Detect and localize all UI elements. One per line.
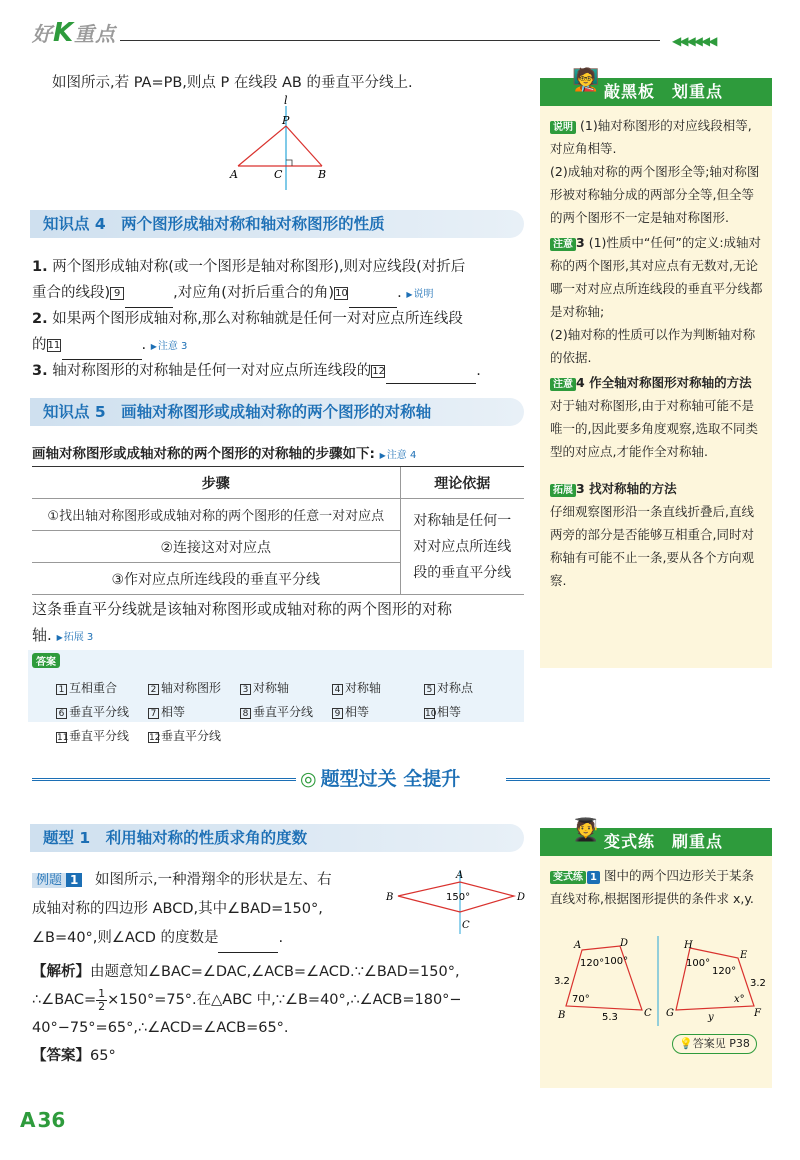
sidebar2-title: 变式练 刷重点 <box>540 828 772 856</box>
table-basis: 对称轴是任何一对对应点所连线段的垂直平分线 <box>400 499 524 595</box>
answer-item <box>424 676 504 700</box>
extension-3-body: 仔细观察图形沿一条直线折叠后,直线两旁的部分是否能够互相重合,同时对称轴有可能不止一条,要从各个方向观察. <box>550 504 754 588</box>
ref-note[interactable]: ▶ 说明 <box>406 289 433 300</box>
variant-tag: 变式练 <box>550 871 586 884</box>
kp4-item2-text-b: 的 <box>32 337 47 353</box>
analysis-label: 【解析】 <box>32 964 90 980</box>
blank-12[interactable] <box>386 368 476 384</box>
answer-item-text: 互相重合 <box>69 681 118 695</box>
label-c: C <box>274 168 283 181</box>
kp4-item2: 2. 如果两个图形成轴对称,那么对称轴就是任何一对对应点所连线段 的11 . ▶ 注意 3 <box>32 306 526 360</box>
side-3-2-right: 3.2 <box>750 978 766 989</box>
type1-title: 题型 1 利用轴对称的性质求角的度数 <box>30 824 524 852</box>
side-3-2-left: 3.2 <box>554 976 570 987</box>
kp4-item1-text-c: ,对应角(对折后重合的角) <box>173 285 335 301</box>
attention-4-head: 作全轴对称图形对称轴的方法 <box>589 375 752 390</box>
answer-item <box>332 676 412 700</box>
answer-item-number: 7 <box>148 708 159 719</box>
analysis-line-2-post: ×150°=75°.在△ABC 中,∵∠B=40°,∴∠ACB=180°− <box>107 992 462 1008</box>
tag-attention-4: 注意 <box>550 378 576 391</box>
answer-item-number: 3 <box>240 684 251 695</box>
fraction-numerator: 1 <box>98 986 106 1000</box>
note-1: (1)轴对称图形的对应线段相等,对应角相等. <box>550 118 752 156</box>
segment-pa <box>238 126 286 166</box>
kite-label-b: B <box>386 892 394 903</box>
label-f: F <box>754 1008 761 1019</box>
answer-item <box>240 700 320 724</box>
steps-table <box>32 466 524 595</box>
table-step-2: ②连接这对对应点 <box>32 531 400 563</box>
label-e: E <box>740 950 748 961</box>
blank-number-9: 9 <box>110 287 124 300</box>
answer-item-number: 9 <box>332 708 343 719</box>
variant-question <box>550 864 764 910</box>
kp4-item3: 3. 轴对称图形的对称轴是任何一对对应点所连线段的12 . <box>32 358 526 384</box>
blank-number-12: 12 <box>372 365 385 377</box>
page-number <box>20 1108 67 1132</box>
intro-sentence: 如图所示,若 PA=PB,则点 P 在线段 AB 的垂直平分线上. <box>52 75 413 91</box>
answer-item-text: 垂直平分线 <box>253 705 314 719</box>
answer-item-text: 垂直平分线 <box>69 729 130 743</box>
tag-note: 说明 <box>550 121 576 134</box>
answer-item-text: 垂直平分线 <box>161 729 222 743</box>
sidebar1-extension-3 <box>550 477 764 500</box>
brand-prefix: 好 <box>32 22 53 46</box>
answer-item-number: 4 <box>332 684 343 695</box>
kp4-item2-text-a: 如果两个图形成轴对称,那么对称轴就是任何一对对应点所连线段 <box>52 311 463 327</box>
example-1-question <box>32 866 382 953</box>
variant-text: 图中的两个四边形关于某条直线对称,根据图形提供的条件求 x,y. <box>550 868 754 906</box>
ref-attention-4[interactable]: ▶ 注意 4 <box>380 450 417 461</box>
answer-item <box>424 700 504 724</box>
extension-3-num: 3 <box>576 481 585 496</box>
right-angle-mark <box>286 160 292 166</box>
answer-blank[interactable] <box>218 937 278 953</box>
kite-figure <box>384 866 530 938</box>
sidebar1-attention-4 <box>550 371 764 394</box>
answer-item <box>148 700 228 724</box>
kite-label-d: D <box>517 892 526 903</box>
label-c: C <box>644 1008 652 1019</box>
tag-extension-3: 拓展 <box>550 484 576 497</box>
kp5-lead-text: 画轴对称图形或成轴对称的两个图形的对称轴的步骤如下: <box>32 446 375 462</box>
angle-100-right: 100° <box>686 958 711 969</box>
answer-item-text: 垂直平分线 <box>69 705 130 719</box>
answer-list <box>56 676 516 748</box>
side-5-3: 5.3 <box>602 1012 618 1023</box>
header-arrows-icon: ◀◀◀◀◀◀ <box>672 34 716 48</box>
label-b: B <box>558 1010 566 1021</box>
student-icon: 🧑‍🎓 <box>572 818 600 843</box>
answer-reference-text: 答案见 P38 <box>692 1037 750 1050</box>
sidebar1-attention-3 <box>550 231 764 323</box>
attention-4-body: 对于轴对称图形,由于对称轴可能不是唯一的,因此要多角度观察,选取不同类型的对应点,才能作全对称轴. <box>550 398 758 459</box>
answer-item-number: 1 <box>56 684 67 695</box>
answer-reference[interactable] <box>672 1034 757 1054</box>
kp5-title: 知识点 5 画轴对称图形或成轴对称的两个图形的对称轴 <box>30 398 524 426</box>
brand-suffix: 重点 <box>74 22 117 46</box>
kite-angle-150: 150° <box>446 892 471 903</box>
kp4-item1-text-a: 两个图形成轴对称(或一个图形是轴对称图形),则对应线段(对折后 <box>52 259 466 275</box>
answer-item-text: 相等 <box>161 705 186 719</box>
attention-4-num: 4 <box>576 375 585 390</box>
answer-item-text: 对称点 <box>437 681 474 695</box>
kp5-conclusion-b: 轴. <box>32 626 52 644</box>
answer-item <box>240 676 320 700</box>
side-y: y <box>708 1012 714 1023</box>
answer-item <box>56 700 136 724</box>
kite-label-c: C <box>462 920 470 931</box>
angle-120-left: 120° <box>580 958 605 969</box>
example-tag: 例题 <box>32 873 66 888</box>
page-prefix-icon: A <box>20 1108 36 1132</box>
answer-item-text: 相等 <box>345 705 370 719</box>
question-line-3: ∠B=40°,则∠ACD 的度数是 <box>32 930 219 946</box>
example-num: 1 <box>66 873 82 887</box>
answer-item <box>148 724 228 748</box>
attention-3-text-2: (2)轴对称的性质可以作为判断轴对称的依据. <box>550 327 756 365</box>
teacher-icon: 🧑‍🏫 <box>572 68 600 93</box>
kp4-item1-text-b: 重合的线段) <box>32 285 111 301</box>
answer-item <box>56 676 136 700</box>
label-b: B <box>318 168 327 181</box>
section-title: ◎ 题型过关 全提升 <box>300 764 506 791</box>
analysis-line-3: 40°−75°=65°,∴∠ACD=∠ACB=65°. <box>32 1020 289 1036</box>
label-a: A <box>574 940 582 951</box>
note-2: (2)成轴对称的两个图形全等;轴对称图形被对称轴分成的两部分全等,但全等的两个图形不一定是轴对称图形. <box>550 164 760 225</box>
fraction-denominator: 2 <box>98 999 106 1013</box>
angle-70: 70° <box>572 994 590 1005</box>
answer-item-number: 2 <box>148 684 159 695</box>
section-rule-right <box>506 778 770 781</box>
label-g: G <box>666 1008 674 1019</box>
blank-number-10: 10 <box>335 287 348 299</box>
ref-extension-3[interactable]: ▶ 拓展 3 <box>57 632 94 643</box>
sidebar-key-points <box>540 78 772 668</box>
kp4-item3-text: 轴对称图形的对称轴是任何一对对应点所连线段的 <box>52 363 372 379</box>
answer-item-text: 轴对称图形 <box>161 681 222 695</box>
question-line-2: 成轴对称的四边形 ABCD,其中∠BAD=150°, <box>32 901 323 917</box>
label-l: l <box>284 94 288 107</box>
kp4-index-3: 3. <box>32 363 48 379</box>
table-header-basis: 理论依据 <box>400 467 524 499</box>
brand-letter: K <box>53 18 75 48</box>
analysis-line-1: 由题意知∠BAC=∠DAC,∠ACB=∠ACD.∵∠BAD=150°, <box>90 964 460 980</box>
brand-logo <box>32 18 116 48</box>
answer-item <box>332 700 412 724</box>
answer-item-text: 对称轴 <box>253 681 290 695</box>
angle-100-left: 100° <box>604 956 629 967</box>
bulb-icon: 💡 <box>679 1037 693 1050</box>
attention-3-num: 3 <box>576 235 585 250</box>
question-line-1: 如图所示,一种滑翔伞的形状是左、右 <box>94 872 332 888</box>
sidebar1-note <box>550 114 764 160</box>
table-header-step: 步骤 <box>32 467 400 499</box>
answer-item <box>56 724 136 748</box>
answer-item <box>148 676 228 700</box>
label-p: P <box>282 114 290 127</box>
label-d: D <box>620 938 629 949</box>
kp5-conclusion-a: 这条垂直平分线就是该轴对称图形或成轴对称的两个图形的对称 <box>32 600 453 618</box>
kp4-index-1: 1. <box>32 259 48 275</box>
question-line-3-end: . <box>278 930 284 946</box>
answer-label-bracket: 【答案】 <box>32 1048 90 1064</box>
answer-item-number: 11 <box>57 733 69 743</box>
table-step-3: ③作对应点所连线段的垂直平分线 <box>32 563 400 595</box>
quadrilaterals-figure <box>548 936 768 1026</box>
kp4-title: 知识点 4 两个图形成轴对称和轴对称图形的性质 <box>30 210 524 238</box>
answer-label: 答案 <box>32 653 60 668</box>
answer-item-number: 8 <box>240 708 251 719</box>
kp4-item1: 1. 两个图形成轴对称(或一个图形是轴对称图形),则对应线段(对折后 重合的线段) 9 ,对应角(对折后重合的角)10 . ▶ 说明 <box>32 254 526 308</box>
table-step-1: ①找出轴对称图形或成轴对称的两个图形的任意一对对应点 <box>32 499 400 531</box>
variant-num: 1 <box>587 871 600 884</box>
kp5-conclusion <box>32 596 526 651</box>
blank-number-11: 11 <box>47 339 61 351</box>
sidebar1-title: 敲黑板 划重点 <box>540 78 772 106</box>
example-answer: 65° <box>90 1048 116 1064</box>
kp5-lead <box>32 442 416 462</box>
section-rule-left <box>32 778 296 781</box>
attention-3-text-1: (1)性质中“任何”的定义:成轴对称的两个图形,其对应点有无数对,无论哪一对对应点所连线段的垂直平分线都是对称轴; <box>550 235 763 319</box>
header-rule <box>120 40 660 41</box>
answer-item-number: 12 <box>149 733 161 743</box>
fraction-half <box>96 988 107 1013</box>
example-1-analysis <box>32 958 528 1070</box>
angle-x: x° <box>734 994 745 1005</box>
angle-120-right: 120° <box>712 966 737 977</box>
answer-item-number: 10 <box>425 709 437 719</box>
analysis-line-2-pre: ∴∠BAC= <box>32 992 97 1008</box>
label-h: H <box>684 940 693 951</box>
page-number-text: 36 <box>37 1108 66 1132</box>
perpendicular-bisector-figure <box>226 94 346 190</box>
ref-attention-3[interactable]: ▶ 注意 3 <box>151 341 188 352</box>
kite-label-a: A <box>456 870 464 881</box>
label-a: A <box>230 168 238 181</box>
answer-item-text: 相等 <box>437 705 462 719</box>
kp4-index-2: 2. <box>32 311 48 327</box>
answer-item-number: 5 <box>424 684 435 695</box>
answer-item-text: 对称轴 <box>345 681 382 695</box>
tag-attention-3: 注意 <box>550 238 576 251</box>
answer-item-number: 6 <box>56 708 67 719</box>
extension-3-head: 找对称轴的方法 <box>589 481 677 496</box>
